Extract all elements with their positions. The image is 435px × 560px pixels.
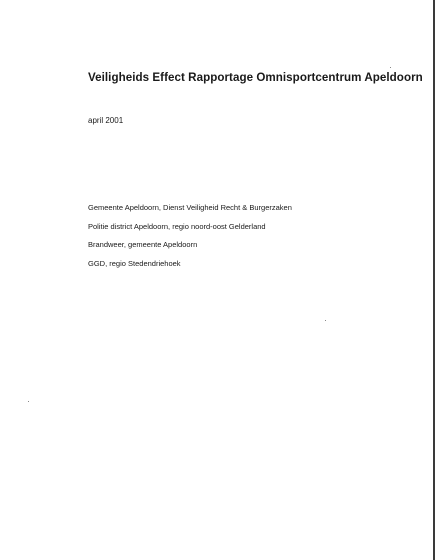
organization-item: Politie district Apeldoorn, regio noord-oost Gelderland — [88, 221, 266, 231]
document-date: april 2001 — [88, 116, 124, 125]
scan-speck — [325, 320, 326, 321]
scan-speck — [28, 401, 29, 402]
organization-item: Brandweer, gemeente Apeldoorn — [88, 240, 198, 249]
organization-item: GGD, regio Stedendriehoek — [88, 258, 181, 268]
document-title: Veiligheids Effect Rapportage Omnisportcentrum Apeldoorn — [88, 71, 423, 84]
organization-list — [88, 204, 292, 278]
scan-speck — [390, 67, 391, 68]
organization-item: Gemeente Apeldoorn, Dienst Veiligheid Recht & Burgerzaken — [88, 203, 292, 212]
